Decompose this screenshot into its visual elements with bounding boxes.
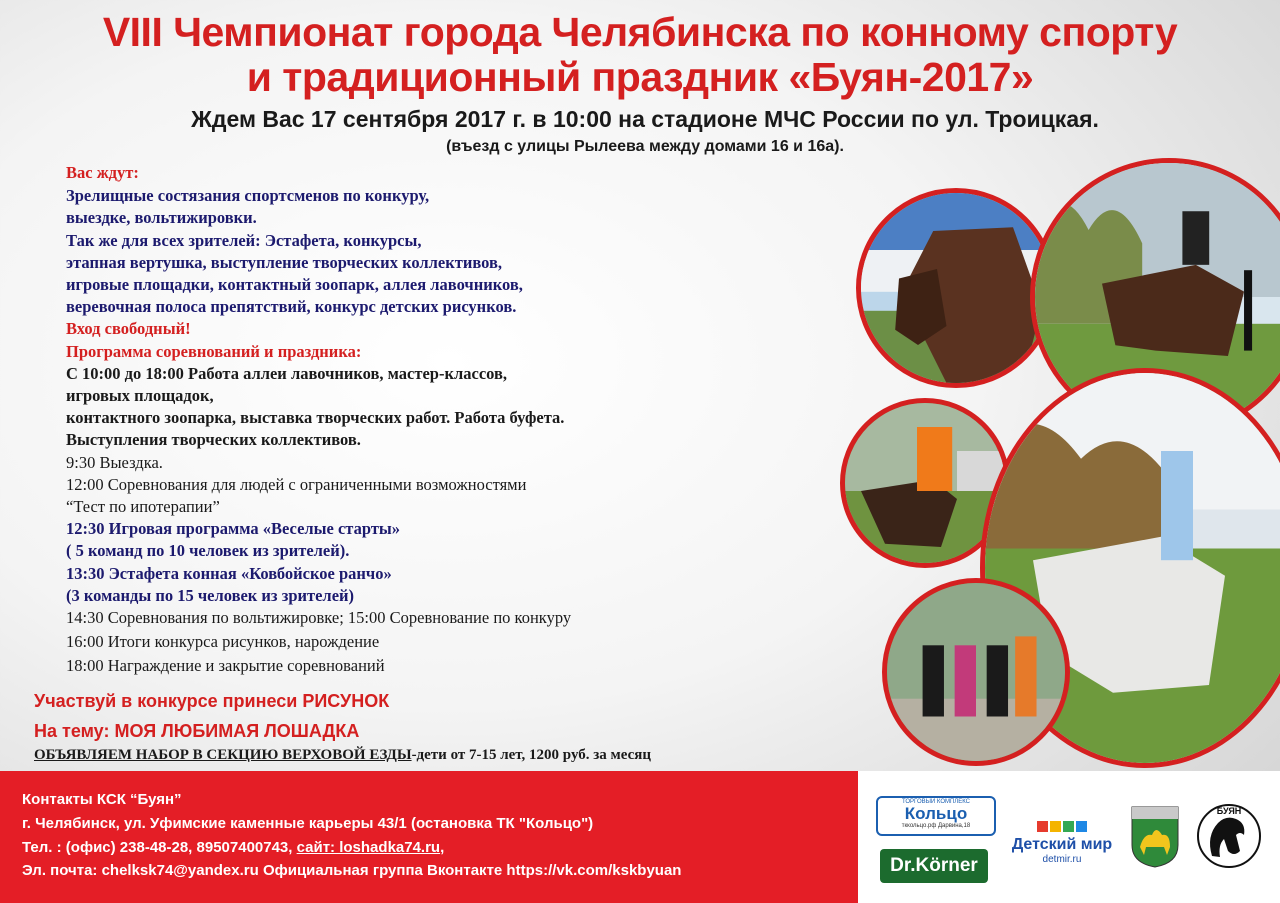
program-line: Вас ждут: <box>66 163 139 182</box>
program-line: С 10:00 до 18:00 Работа аллеи лавочников, мастер-классов, <box>66 364 508 383</box>
program-line: этапная вертушка, выступление творческих коллективов, <box>66 253 503 272</box>
program-line: 12:30 Игровая программа «Веселые старты» <box>66 519 401 538</box>
detmir-url: detmir.ru <box>1042 854 1082 865</box>
program-line: 12:00 Соревнования для людей с ограниченными возможностями <box>66 475 527 494</box>
horse-head-photo <box>856 188 1056 388</box>
buyan-logo <box>1194 801 1264 871</box>
contacts-title: Контакты КСК “Буян” <box>22 791 182 808</box>
poster-title-line1: VIII Чемпионат города Челябинска по конному спорту <box>102 9 1178 55</box>
notice-rest: -дети от 7-15 лет, 1200 руб. за месяц <box>411 747 651 763</box>
program-line: (3 команды по 15 человек из зрителей) <box>66 586 355 605</box>
program-line: “Тест по ипотерапии” <box>66 497 220 516</box>
sponsor-logos <box>858 771 1280 903</box>
notice-underlined: ОБЪЯВЛЯЕМ НАБОР В СЕКЦИЮ ВЕРХОВОЙ ЕЗДЫ <box>34 747 412 763</box>
site-link[interactable]: сайт: loshadka74.ru <box>296 839 441 856</box>
drkorner-name: Dr.Körner <box>890 855 978 876</box>
detmir-logo <box>1003 819 1121 875</box>
program-line: ( 5 команд по 10 человек из зрителей). <box>66 541 350 560</box>
program-line: Программа соревнований и праздника: <box>66 342 362 361</box>
program-line: 13:30 Эстафета конная «Ковбойское ранчо» <box>66 564 392 583</box>
contacts-phone-line <box>22 839 444 856</box>
program-line: 9:30 Выездка. <box>66 453 163 472</box>
detmir-squares <box>1003 819 1121 833</box>
detmir-name: Детский мир <box>1011 836 1113 853</box>
koltso-addr: тккольцо.рф Дарвина,18 <box>901 823 971 829</box>
program-line: 16:00 Итоги конкурса рисунков, нарождение <box>66 632 380 651</box>
drawing-contest-callout: Участвуй в конкурсе принеси РИСУНОК <box>34 691 390 711</box>
contacts-address: г. Челябинск, ул. Уфимские каменные карьеры 43/1 (остановка ТК "Кольцо") <box>22 815 594 832</box>
riding-section-notice <box>34 747 651 764</box>
contacts-phone: Тел. : (офис) 238-48-28, 89507400743, <box>22 839 297 856</box>
program-line: Так же для всех зрителей: Эстафета, конкурсы, <box>66 231 422 250</box>
chelyabinsk-coat-of-arms <box>1130 805 1180 869</box>
program-line: 18:00 Награждение и закрытие соревнований <box>66 656 385 675</box>
program-line: игровые площадки, контактный зоопарк, аллея лавочников, <box>66 275 523 294</box>
program-line: Зрелищные состязания спортсменов по конкуру, <box>66 186 430 205</box>
poster-title-line2: и традиционный праздник «Буян-2017» <box>246 54 1034 100</box>
contacts-email: Эл. почта: chelksk74@yandex.ru Официальная группа Вконтакте https://vk.com/kskbyuan <box>22 862 682 879</box>
program-line: 14:30 Соревнования по вольтижировке; 15:00 Соревнование по конкуру <box>66 608 572 627</box>
event-date-location: Ждем Вас 17 сентября 2017 г. в 10:00 на стадионе МЧС России по ул. Троицкая. <box>191 106 1099 132</box>
program-line: Вход свободный! <box>66 319 191 338</box>
drawing-contest-theme: На тему: МОЯ ЛЮБИМАЯ ЛОШАДКА <box>34 721 360 741</box>
koltso-top: ТОРГОВЫЙ КОМПЛЕКС <box>901 799 971 805</box>
program-line: игровых площадок, <box>66 386 214 405</box>
buyan-name: БУЯН <box>1216 806 1242 816</box>
program-line: выездке, вольтижировки. <box>66 208 257 227</box>
dancers-photo <box>882 578 1070 766</box>
program-line: Выступления творческих коллективов. <box>66 430 361 449</box>
entry-directions: (въезд с улицы Рылеева между домами 16 и 16а). <box>446 138 844 155</box>
contacts-footer <box>0 771 858 903</box>
program-line: контактного зоопарка, выставка творческих работ. Работа буфета. <box>66 408 565 427</box>
site-suffix: , <box>440 839 445 856</box>
koltso-name: Кольцо <box>904 804 968 823</box>
program-line: веревочная полоса препятствий, конкурс детских рисунков. <box>66 297 517 316</box>
drkorner-logo <box>880 849 988 883</box>
koltso-logo <box>876 796 996 836</box>
